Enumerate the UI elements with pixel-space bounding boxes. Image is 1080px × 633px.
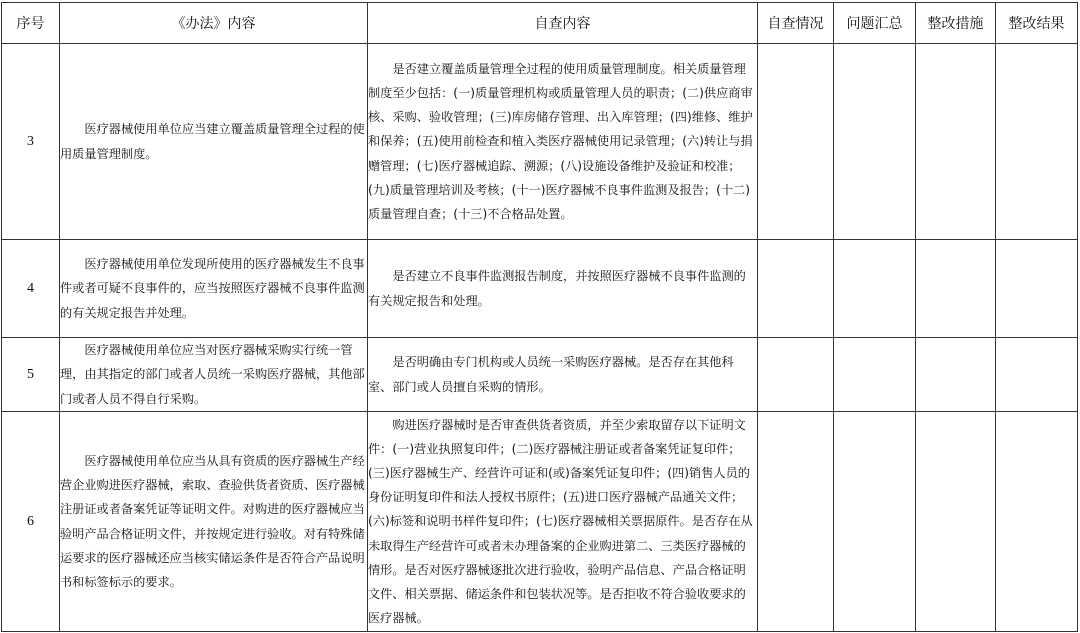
- result-cell[interactable]: [996, 240, 1078, 338]
- header-problem-summary: 问题汇总: [834, 3, 916, 44]
- row-number: 3: [2, 44, 60, 240]
- table-row: [2, 240, 1078, 338]
- header-rectification-measures: 整改措施: [916, 3, 996, 44]
- rule-cell: [60, 240, 368, 338]
- rule-text: 医疗器械使用单位发现所使用的医疗器械发生不良事件或者可疑不良事件的，应当按照医疗器械不良事件监测的有关规定报告并处理。: [60, 257, 365, 320]
- row-number: 6: [2, 412, 60, 632]
- check-cell: [368, 338, 758, 412]
- status-cell[interactable]: [758, 240, 834, 338]
- rule-cell: [60, 338, 368, 412]
- status-cell[interactable]: [758, 338, 834, 412]
- rule-text: 医疗器械使用单位应当从具有资质的医疗器械生产经营企业购进医疗器械，索取、查验供货者资质、医疗器械注册证或者备案凭证等证明文件。对购进的医疗器械应当验明产品合格证明文件，并按规定进行验收。对有特殊储运要求的医疗器械还应当核实储运条件是否符合产品说明书和标签标示的要求。: [60, 453, 365, 589]
- problem-cell[interactable]: [834, 338, 916, 412]
- header-rule-content: 《办法》内容: [60, 3, 368, 44]
- check-cell: [368, 240, 758, 338]
- check-text: 是否明确由专门机构或人员统一采购医疗器械。是否存在其他科室、部门或人员擅自采购的情形。: [368, 355, 734, 394]
- problem-cell[interactable]: [834, 412, 916, 632]
- result-cell[interactable]: [996, 44, 1078, 240]
- header-check-content: 自查内容: [368, 3, 758, 44]
- status-cell[interactable]: [758, 44, 834, 240]
- rule-text: 医疗器械使用单位应当建立覆盖质量管理全过程的使用质量管理制度。: [60, 122, 365, 161]
- measure-cell[interactable]: [916, 412, 996, 632]
- check-text: 是否建立覆盖质量管理全过程的使用质量管理制度。相关质量管理制度至少包括：(一)质量管理机构或质量管理人员的职责；(二)供应商审核、采购、验收管理；(三)库房储存管理、出入库管理；(四)维修、维护和保养；(五)使用前检查和植入类医疗器械使用记录管理；(六)转让与捐赠管理；(七)医疗器械追踪、溯源；(八)设施设备维护及验证和校准；(九)质量管理培训及考核；(十一)医疗器械不良事件监测及报告；(十二)质量管理自查；(十三)不合格品处置。: [368, 61, 753, 221]
- self-inspection-table: [1, 2, 1078, 632]
- check-cell: [368, 44, 758, 240]
- header-row: [2, 3, 1078, 44]
- row-number: 4: [2, 240, 60, 338]
- rule-cell: [60, 412, 368, 632]
- table-row: [2, 44, 1078, 240]
- status-cell[interactable]: [758, 412, 834, 632]
- result-cell[interactable]: [996, 338, 1078, 412]
- problem-cell[interactable]: [834, 240, 916, 338]
- header-self-check-status: 自查情况: [758, 3, 834, 44]
- header-rectification-result: 整改结果: [996, 3, 1078, 44]
- measure-cell[interactable]: [916, 338, 996, 412]
- row-number: 5: [2, 338, 60, 412]
- rule-cell: [60, 44, 368, 240]
- table-row: [2, 338, 1078, 412]
- check-text: 购进医疗器械时是否审查供货者资质，并至少索取留存以下证明文件：(一)营业执照复印件；(二)医疗器械注册证或者备案凭证复印件；(三)医疗器械生产、经营许可证和(或)备案凭证复印件；(四)销售人员的身份证明复印件和法人授权书原件；(五)进口医疗器械产品通关文件；(六)标签和说明书样件复印件；(七)医疗器械相关票据原件。是否存在从未取得生产经营许可或者未办理备案的企业购进第二、三类医疗器械的情形。是否对医疗器械逐批次进行验收，验明产品信息、产品合格证明文件、相关票据、储运条件和包装状况等。是否拒收不符合验收要求的医疗器械。: [368, 417, 753, 626]
- result-cell[interactable]: [996, 412, 1078, 632]
- header-seq: 序号: [2, 3, 60, 44]
- measure-cell[interactable]: [916, 240, 996, 338]
- rule-text: 医疗器械使用单位应当对医疗器械采购实行统一管理，由其指定的部门或者人员统一采购医疗器械，其他部门或者人员不得自行采购。: [60, 343, 365, 406]
- check-cell: [368, 412, 758, 632]
- check-text: 是否建立不良事件监测报告制度，并按照医疗器械不良事件监测的有关规定报告和处理。: [368, 269, 746, 308]
- measure-cell[interactable]: [916, 44, 996, 240]
- problem-cell[interactable]: [834, 44, 916, 240]
- table-row: [2, 412, 1078, 632]
